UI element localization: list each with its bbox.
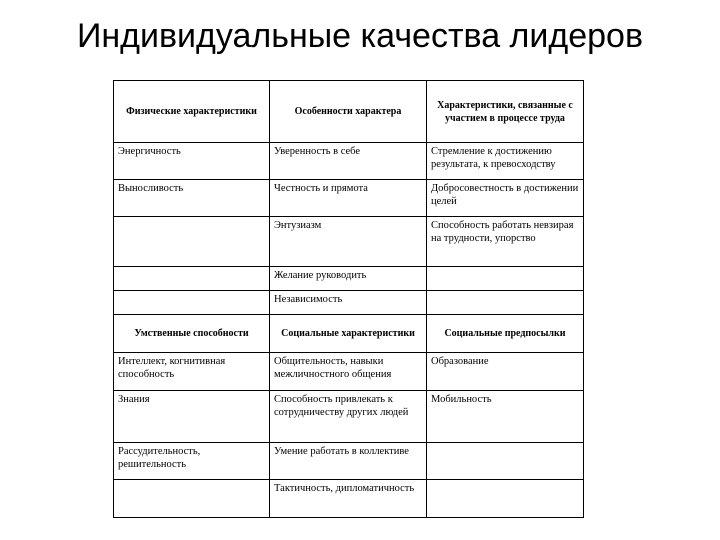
- table-cell: Мобильность: [427, 391, 584, 443]
- header-mental: Умственные способности: [114, 315, 270, 353]
- table-cell: [114, 217, 270, 267]
- table-row: [114, 217, 584, 267]
- table-cell: Умение работать в коллективе: [270, 443, 427, 480]
- header-physical: Физические характеристики: [114, 81, 270, 143]
- table-cell: [114, 480, 270, 518]
- table-cell: [427, 291, 584, 315]
- table-cell: Честность и прямота: [270, 180, 427, 217]
- table-row: [114, 143, 584, 180]
- header-social: Социальные характеристики: [270, 315, 427, 353]
- section2-header-row: [114, 315, 584, 353]
- table-cell: Образование: [427, 353, 584, 391]
- table-cell: Интеллект, когнитивная способность: [114, 353, 270, 391]
- table-row: [114, 353, 584, 391]
- table-cell: Уверенность в себе: [270, 143, 427, 180]
- table-row: [114, 291, 584, 315]
- table-row: [114, 180, 584, 217]
- table-cell: Тактичность, дипломатичность: [270, 480, 427, 518]
- table-cell: Способность привлекать к сотрудничеству других людей: [270, 391, 427, 443]
- table-cell: Добросовестность в достижении целей: [427, 180, 584, 217]
- table-cell: Выносливость: [114, 180, 270, 217]
- section1-header-row: [114, 81, 584, 143]
- table-cell: [427, 267, 584, 291]
- header-work: Характеристики, связанные с участием в процессе труда: [427, 81, 584, 143]
- table-cell: Стремление к достижению результата, к превосходству: [427, 143, 584, 180]
- table-cell: Знания: [114, 391, 270, 443]
- table-cell: [114, 291, 270, 315]
- table-row: [114, 443, 584, 480]
- table-cell: Энергичность: [114, 143, 270, 180]
- table-cell: Рассудительность, решительность: [114, 443, 270, 480]
- table-cell: [427, 480, 584, 518]
- header-character: Особенности характера: [270, 81, 427, 143]
- table-cell: Желание руководить: [270, 267, 427, 291]
- leader-qualities-table: [113, 80, 584, 518]
- table-row: [114, 480, 584, 518]
- table-cell: Энтузиазм: [270, 217, 427, 267]
- table-cell: [114, 267, 270, 291]
- table-cell: Общительность, навыки межличностного общения: [270, 353, 427, 391]
- slide-title: Индивидуальные качества лидеров: [76, 17, 644, 55]
- table-cell: Независимость: [270, 291, 427, 315]
- table-cell: [427, 443, 584, 480]
- table-row: [114, 391, 584, 443]
- table-cell: Способность работать невзирая на трудности, упорство: [427, 217, 584, 267]
- table-row: [114, 267, 584, 291]
- header-social-prereq: Социальные предпосылки: [427, 315, 584, 353]
